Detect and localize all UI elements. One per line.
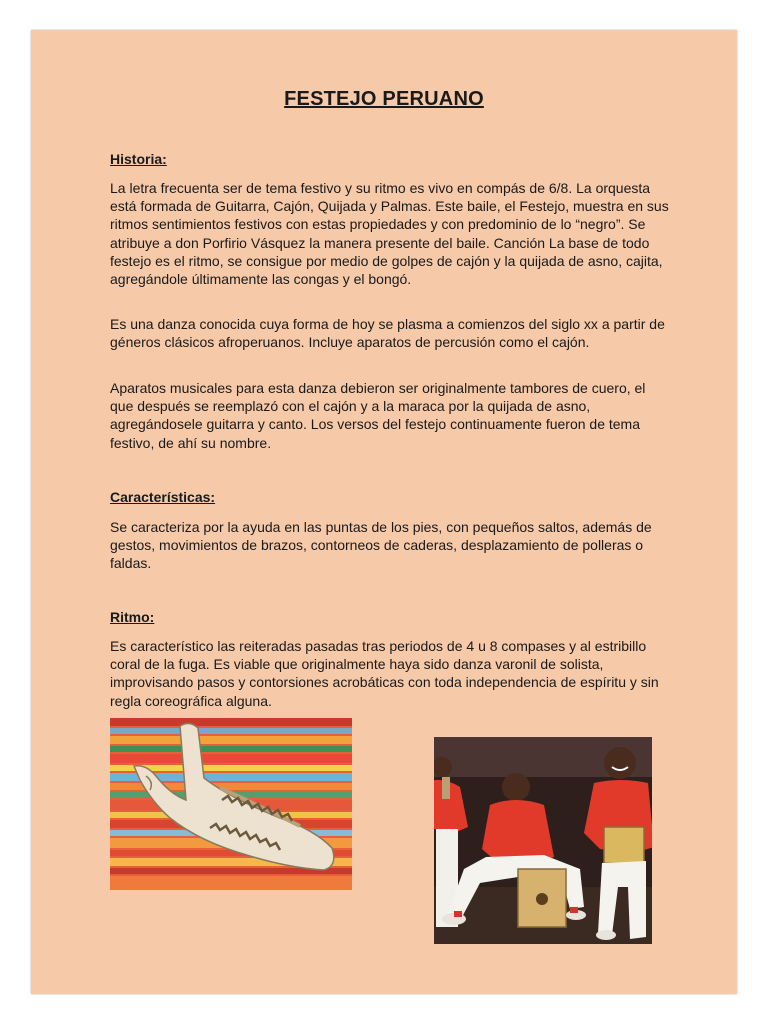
page-title: FESTEJO PERUANO (284, 88, 484, 110)
paragraph-historia-2: Es una danza conocida cuya forma de hoy se plasma a comienzos del siglo xx a partir de géneros clásicos afroperuanos. Incluye aparatos de percusión como el cajón. (110, 316, 665, 351)
heading-caracteristicas: Características: (110, 489, 216, 505)
document-page (31, 30, 737, 994)
page-content (31, 30, 737, 994)
paragraph-historia-1: La letra frecuenta ser de tema festivo y su ritmo es vivo en compás de 6/8. La orquesta está formada de Guitarra, Cajón, Quijada y Palmas. Este baile, el Festejo, muestra en sus ritmos sentimientos festivos con estas propiedades y con predominio de lo “negro”. Se atribuye a don Porfirio Vásquez la manera presente del baile. Canción La base de todo festejo es el ritmo, se consigue por medio de golpes de cajón y la quijada de asno, cajita, agregándole últimamente las congas y el bongó. (110, 180, 669, 288)
paragraph-historia-3: Aparatos musicales para esta danza debieron ser originalmente tambores de cuero, el que después se reemplazó con el cajón y a la maraca por la quijada de asno, agregándosele guitarra y canto. Los versos del festejo continuamente fueron de tema festivo, de ahí su nombre. (110, 380, 646, 451)
heading-ritmo: Ritmo: (110, 609, 155, 625)
quijada-photo (110, 718, 352, 890)
paragraph-ritmo: Es característico las reiteradas pasadas tras periodos de 4 u 8 compases y al estribillo coral de la fuga. Es viable que originalmente haya sido danza varonil de solista, improvisando pasos y contorsiones acrobáticas con toda independencia de espíritu y sin regla coreográfica alguna. (110, 638, 659, 709)
performers-photo (434, 737, 652, 944)
paragraph-caracteristicas: Se caracteriza por la ayuda en las puntas de los pies, con pequeños saltos, además de gestos, movimientos de brazos, contorneos de caderas, desplazamiento de polleras o faldas. (110, 519, 652, 572)
heading-historia: Historia: (110, 151, 167, 167)
